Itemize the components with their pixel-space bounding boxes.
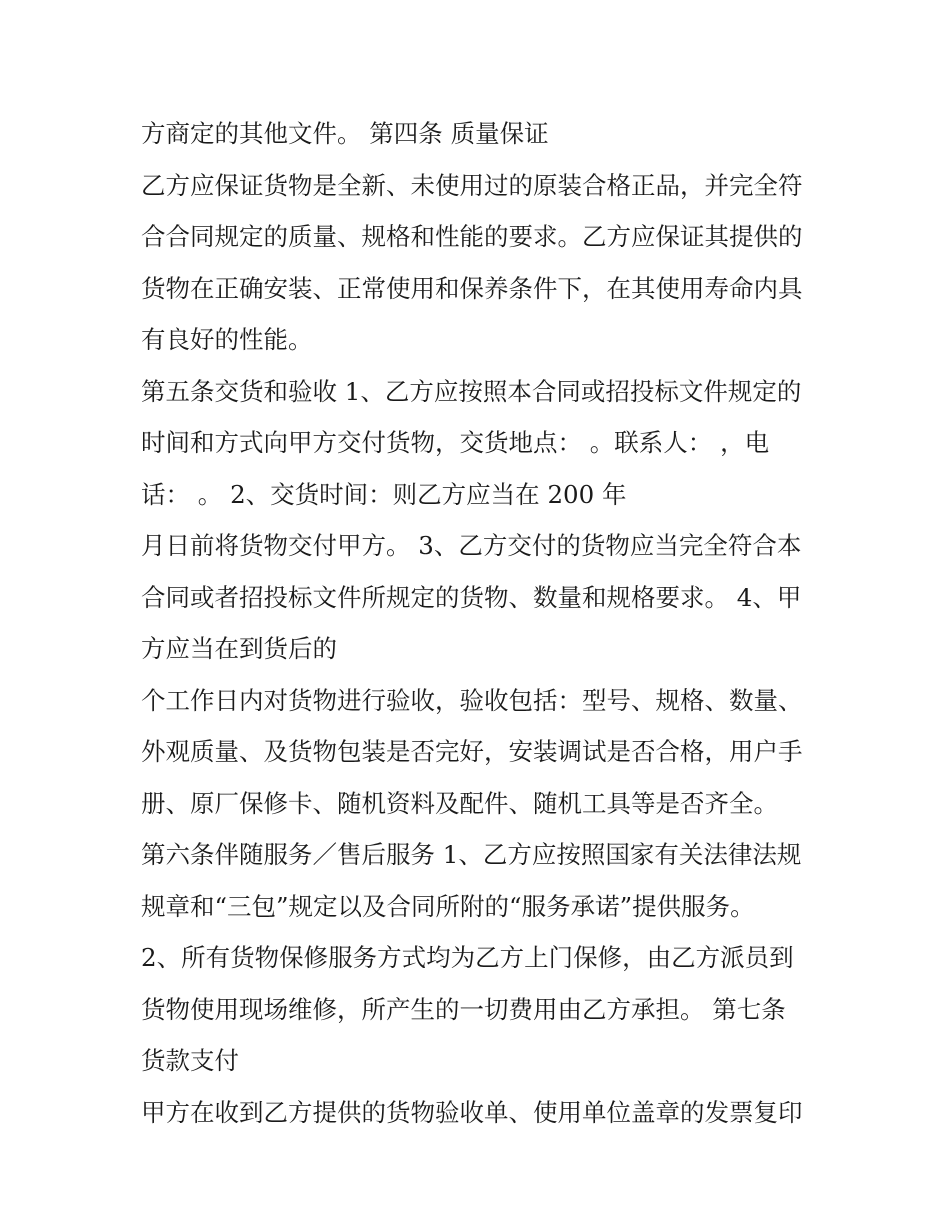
text-line: 方应当在到货后的	[141, 634, 337, 663]
text-line: 货物在正确安装、正常使用和保养条件下，在其使用寿命内具	[141, 273, 803, 303]
text-line: 2、所有货物保修服务方式均为乙方上门保修，由乙方派员到	[141, 943, 794, 972]
text-line: 方商定的其他文件。 第四条 质量保证	[141, 119, 549, 148]
text-line: 有良好的性能。	[141, 325, 313, 354]
text-line: 货物使用现场维修，所产生的一切费用由乙方承担。 第七条	[141, 994, 786, 1024]
text-line: 合同或者招投标文件所规定的货物、数量和规格要求。 4、甲	[141, 582, 802, 612]
text-line: 话： 。 2、交货时间：则乙方应当在 200 年	[141, 479, 627, 509]
text-line: 时间和方式向甲方交付货物，交货地点： 。联系人： ，电	[141, 428, 770, 457]
text-line: 月日前将货物交付甲方。 3、乙方交付的货物应当完全符合本	[141, 531, 802, 560]
text-line: 甲方在收到乙方提供的货物验收单、使用单位盖章的发票复印	[141, 1097, 803, 1127]
text-line: 外观质量、及货物包装是否完好，安装调试是否合格，用户手	[141, 737, 803, 766]
text-line: 规章和“三包”规定以及合同所附的“服务承诺”提供服务。	[141, 891, 755, 921]
text-line: 第六条伴随服务／售后服务 1、乙方应按照国家有关法律法规	[141, 840, 802, 869]
text-line: 册、原厂保修卡、随机资料及配件、随机工具等是否齐全。	[141, 788, 778, 818]
document-body	[141, 108, 821, 1138]
text-line: 个工作日内对货物进行验收，验收包括：型号、规格、数量、	[141, 685, 803, 715]
text-line: 货款支付	[141, 1046, 239, 1075]
text-line: 合合同规定的质量、规格和性能的要求。乙方应保证其提供的	[141, 222, 803, 251]
text-line: 第五条交货和验收 1、乙方应按照本合同或招投标文件规定的	[141, 376, 802, 406]
text-line: 乙方应保证货物是全新、未使用过的原装合格正品，并完全符	[141, 170, 803, 200]
